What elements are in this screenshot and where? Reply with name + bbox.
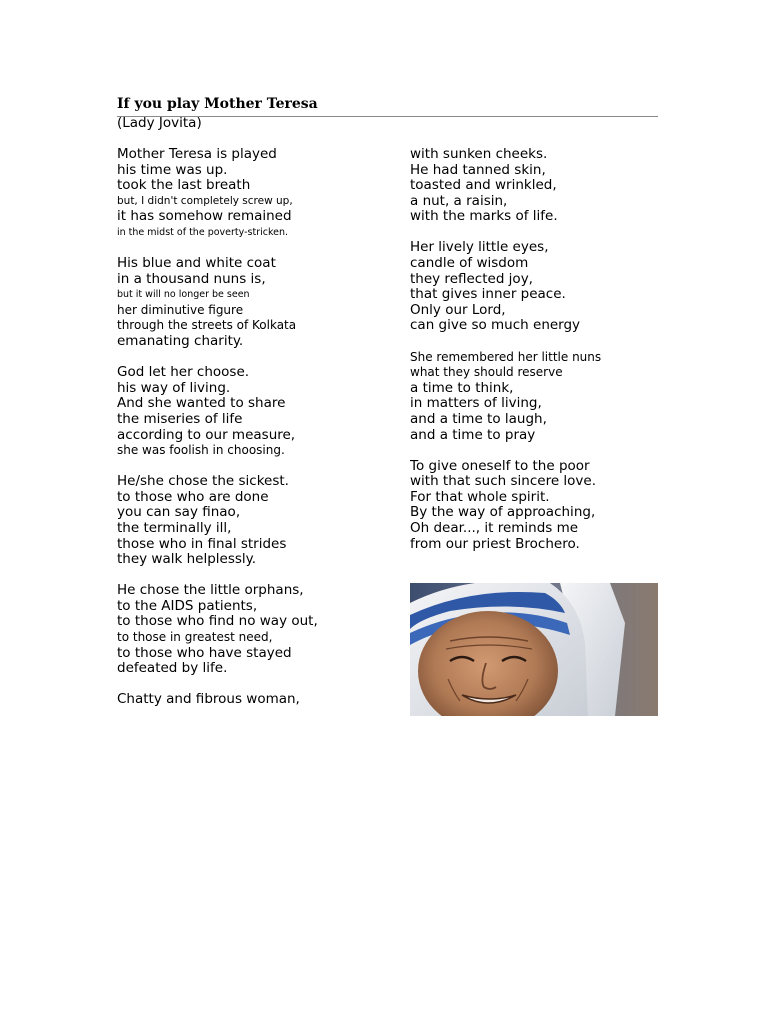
poem-line: in the midst of the poverty-stricken. [117, 226, 289, 238]
poem-line: in a thousand nuns is, [117, 270, 266, 287]
poem-line: but it will no longer be seen [117, 289, 250, 301]
poem-line: toasted and wrinkled, [410, 177, 557, 194]
poem-line: through the streets of Kolkata [117, 318, 297, 333]
poem-line: you can say finao, [117, 504, 241, 521]
portrait-illustration [410, 583, 658, 716]
poem-line: Only our Lord, [410, 301, 506, 318]
stanza [410, 240, 660, 334]
portrait-photo [410, 583, 658, 716]
poem-line: emanating charity. [117, 333, 244, 350]
poem-line: took the last breath [117, 177, 251, 194]
poem-line: in matters of living, [410, 395, 542, 412]
poem-line: candle of wisdom [410, 255, 529, 272]
poem-line: to the AIDS patients, [117, 597, 258, 614]
poem-line: that gives inner peace. [410, 286, 566, 303]
poem-line: His blue and white coat [117, 255, 276, 272]
stanza [117, 692, 397, 708]
poem-line: to those in greatest need, [117, 630, 273, 645]
poem-line: She remembered her little nuns [410, 349, 602, 364]
poem-title: If you play Mother Teresa [117, 95, 658, 117]
stanza [117, 147, 397, 241]
stanza [117, 365, 397, 459]
poem-line: God let her choose. [117, 364, 250, 381]
stanza [117, 583, 397, 677]
poem-line: the terminally ill, [117, 519, 232, 536]
poem-line: can give so much energy [410, 317, 581, 334]
poem-line: He had tanned skin, [410, 161, 546, 178]
poem-line: And she wanted to share [117, 395, 286, 412]
poem-line: defeated by life. [117, 660, 228, 677]
stanza [117, 256, 397, 350]
poem-line: his way of living. [117, 379, 231, 396]
poem-line: a time to think, [410, 379, 514, 396]
poem-line: her diminutive figure [117, 302, 244, 317]
poem-line: He/she chose the sickest. [117, 473, 289, 490]
poem-line: By the way of approaching, [410, 504, 596, 521]
poem-line: but, I didn't completely screw up, [117, 194, 293, 207]
poem-line: Chatty and fibrous woman, [117, 691, 300, 708]
poem-line: they reflected joy, [410, 270, 533, 287]
poem-line: To give oneself to the poor [410, 457, 590, 474]
poem-line: He chose the little orphans, [117, 582, 304, 599]
poem-line: it has somehow remained [117, 208, 292, 225]
right-column [410, 147, 660, 568]
poem-author: (Lady Jovita) [117, 115, 202, 131]
poem-line: and a time to laugh, [410, 410, 547, 427]
poem-line: those who in final strides [117, 535, 287, 552]
stanza [117, 474, 397, 568]
poem-line: to those who find no way out, [117, 613, 318, 630]
left-column [117, 147, 397, 723]
stanza [410, 147, 660, 225]
poem-line: with the marks of life. [410, 208, 558, 225]
poem-line: to those who are done [117, 488, 269, 505]
poem-line: Her lively little eyes, [410, 239, 549, 256]
poem-line: from our priest Brochero. [410, 535, 580, 552]
poem-line: to those who have stayed [117, 644, 292, 661]
poem-line: with that such sincere love. [410, 473, 597, 490]
poem-line: his time was up. [117, 161, 228, 178]
poem-line: with sunken cheeks. [410, 146, 548, 162]
stanza [410, 350, 660, 444]
poem-line: Mother Teresa is played [117, 146, 277, 162]
poem-line: For that whole spirit. [410, 488, 550, 505]
poem-line: Oh dear..., it reminds me [410, 519, 579, 536]
poem-line: according to our measure, [117, 426, 296, 443]
poem-line: the miseries of life [117, 410, 243, 427]
poem-line: they walk helplessly. [117, 551, 257, 568]
poem-line: she was foolish in choosing. [117, 443, 285, 458]
poem-line: what they should reserve [410, 365, 563, 380]
poem-line: a nut, a raisin, [410, 192, 508, 209]
poem-line: and a time to pray [410, 426, 536, 443]
stanza [410, 459, 660, 553]
